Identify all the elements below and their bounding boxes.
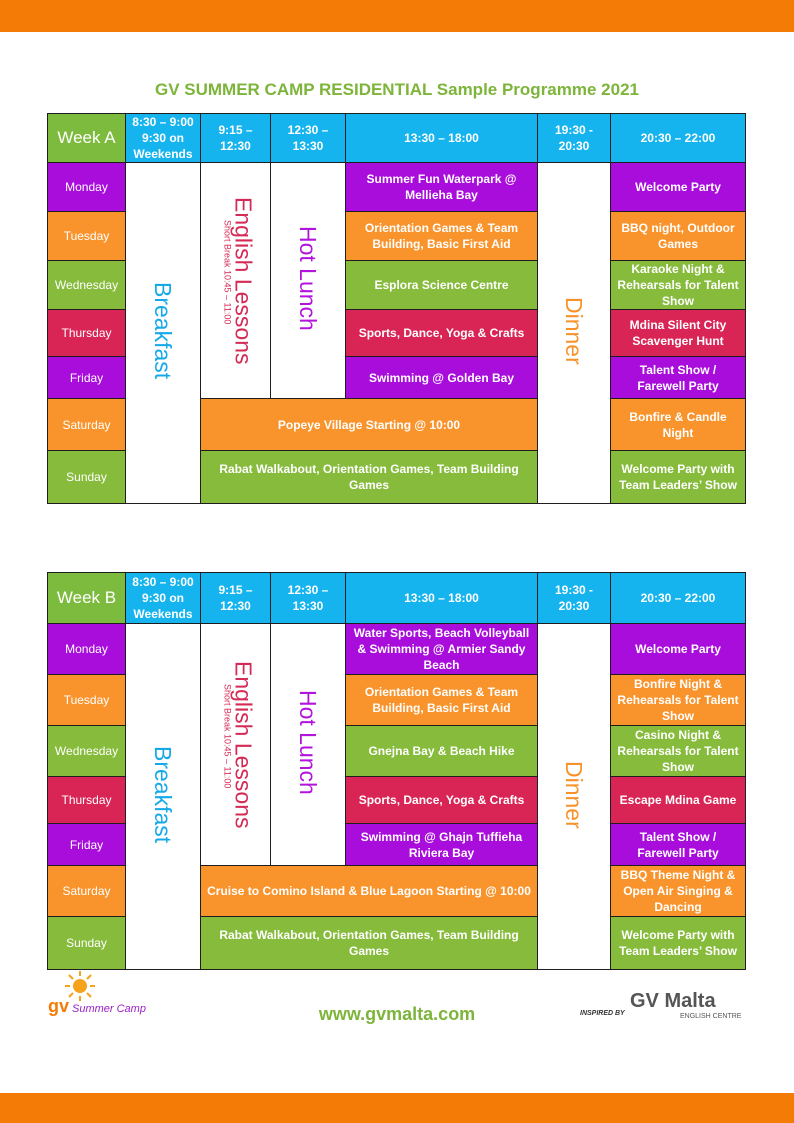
week-label: Week A <box>48 114 126 163</box>
day-label: Friday <box>48 824 126 866</box>
breakfast-cell <box>126 624 201 970</box>
dinner-time: 19:30 - 20:30 <box>538 573 611 624</box>
day-label: Thursday <box>48 310 126 357</box>
sunday-activity: Rabat Walkabout, Orientation Games, Team Building Games <box>201 451 538 504</box>
english-lessons-label: English Lessons <box>230 196 257 365</box>
sun-icon <box>65 971 95 1001</box>
english-lessons-label: English Lessons <box>230 660 257 829</box>
afternoon-activity: Gnejna Bay & Beach Hike <box>346 726 538 777</box>
top-orange-bar <box>0 0 794 32</box>
english-time: 9:15 – 12:30 <box>201 114 271 163</box>
afternoon-activity: Sports, Dance, Yoga & Crafts <box>346 310 538 357</box>
afternoon-activity: Esplora Science Centre <box>346 261 538 310</box>
breakfast-cell <box>126 163 201 504</box>
lunch-label: Hot Lunch <box>295 690 321 795</box>
evening-activity: Bonfire Night & Rehearsals for Talent Show <box>611 675 746 726</box>
day-label: Wednesday <box>48 726 126 777</box>
day-label: Tuesday <box>48 212 126 261</box>
evening-activity: Talent Show / Farewell Party <box>611 357 746 399</box>
evening-activity: BBQ night, Outdoor Games <box>611 212 746 261</box>
afternoon-activity: Orientation Games & Team Building, Basic First Aid <box>346 212 538 261</box>
website-url[interactable]: www.gvmalta.com <box>318 1004 476 1024</box>
day-label: Friday <box>48 357 126 399</box>
breakfast-label: Breakfast <box>150 282 176 380</box>
day-label: Saturday <box>48 866 126 917</box>
evening-activity: Karaoke Night & Rehearsals for Talent Show <box>611 261 746 310</box>
sunday-activity: Rabat Walkabout, Orientation Games, Team Building Games <box>201 917 538 970</box>
english-lessons-cell <box>201 624 271 866</box>
day-label: Thursday <box>48 777 126 824</box>
afternoon-time: 13:30 – 18:00 <box>346 114 538 163</box>
day-label: Saturday <box>48 399 126 451</box>
logo-right-prefix: INSPIRED BY <box>580 1010 625 1017</box>
gv-malta-logo <box>580 985 740 1021</box>
day-label: Sunday <box>48 917 126 970</box>
page-title: GV SUMMER CAMP RESIDENTIAL Sample Programme 2021 <box>154 80 639 99</box>
evening-time: 20:30 – 22:00 <box>611 114 746 163</box>
table-row <box>48 624 746 675</box>
dinner-cell <box>538 163 611 504</box>
lunch-time: 12:30 – 13:30 <box>271 114 346 163</box>
table-header-row <box>48 573 746 624</box>
week-a-table <box>47 113 746 504</box>
evening-activity: Welcome Party <box>611 624 746 675</box>
evening-activity: Talent Show / Farewell Party <box>611 824 746 866</box>
evening-time: 20:30 – 22:00 <box>611 573 746 624</box>
logo-left-sub: Summer Camp <box>72 1003 146 1015</box>
evening-activity: Welcome Party with Team Leaders’ Show <box>611 917 746 970</box>
dinner-label: Dinner <box>561 760 587 829</box>
afternoon-activity: Orientation Games & Team Building, Basic First Aid <box>346 675 538 726</box>
evening-activity: Casino Night & Rehearsals for Talent Show <box>611 726 746 777</box>
saturday-activity: Cruise to Comino Island & Blue Lagoon Starting @ 10:00 <box>201 866 538 917</box>
lunch-cell <box>271 163 346 399</box>
evening-activity: Welcome Party <box>611 163 746 212</box>
breakfast-label: Breakfast <box>150 745 176 844</box>
evening-activity: BBQ Theme Night & Open Air Singing & Dancing <box>611 866 746 917</box>
short-break-label: Short Break 10:45 – 11:00 <box>222 220 233 325</box>
evening-activity: Mdina Silent City Scavenger Hunt <box>611 310 746 357</box>
dinner-cell <box>538 624 611 970</box>
table-row <box>48 163 746 212</box>
saturday-activity: Popeye Village Starting @ 10:00 <box>201 399 538 451</box>
logo-right-brand: GV Malta <box>630 990 716 1012</box>
afternoon-activity: Sports, Dance, Yoga & Crafts <box>346 777 538 824</box>
bottom-orange-bar <box>0 1093 794 1123</box>
evening-activity: Welcome Party with Team Leaders’ Show <box>611 451 746 504</box>
afternoon-activity: Swimming @ Golden Bay <box>346 357 538 399</box>
lunch-label: Hot Lunch <box>295 226 321 331</box>
day-label: Monday <box>48 163 126 212</box>
lunch-time: 12:30 – 13:30 <box>271 573 346 624</box>
logo-left-brand: gv <box>48 996 70 1016</box>
lunch-cell <box>271 624 346 866</box>
dinner-label: Dinner <box>561 297 587 365</box>
week-label: Week B <box>48 573 126 624</box>
english-lessons-cell <box>201 163 271 399</box>
logo-right-sub: ENGLISH CENTRE <box>680 1013 742 1020</box>
breakfast-time: 8:30 – 9:00 9:30 on Weekends <box>126 114 201 163</box>
afternoon-activity: Swimming @ Ghajn Tuffieha Riviera Bay <box>346 824 538 866</box>
evening-activity: Bonfire & Candle Night <box>611 399 746 451</box>
afternoon-activity: Summer Fun Waterpark @ Mellieha Bay <box>346 163 538 212</box>
day-label: Tuesday <box>48 675 126 726</box>
day-label: Monday <box>48 624 126 675</box>
afternoon-time: 13:30 – 18:00 <box>346 573 538 624</box>
day-label: Wednesday <box>48 261 126 310</box>
short-break-label: Short Break 10:45 – 11:00 <box>222 684 233 789</box>
dinner-time: 19:30 - 20:30 <box>538 114 611 163</box>
day-label: Sunday <box>48 451 126 504</box>
table-header-row <box>48 114 746 163</box>
breakfast-time: 8:30 – 9:00 9:30 on Weekends <box>126 573 201 624</box>
afternoon-activity: Water Sports, Beach Volleyball & Swimming @ Armier Sandy Beach <box>346 624 538 675</box>
english-time: 9:15 – 12:30 <box>201 573 271 624</box>
week-b-table <box>47 572 746 970</box>
evening-activity: Escape Mdina Game <box>611 777 746 824</box>
